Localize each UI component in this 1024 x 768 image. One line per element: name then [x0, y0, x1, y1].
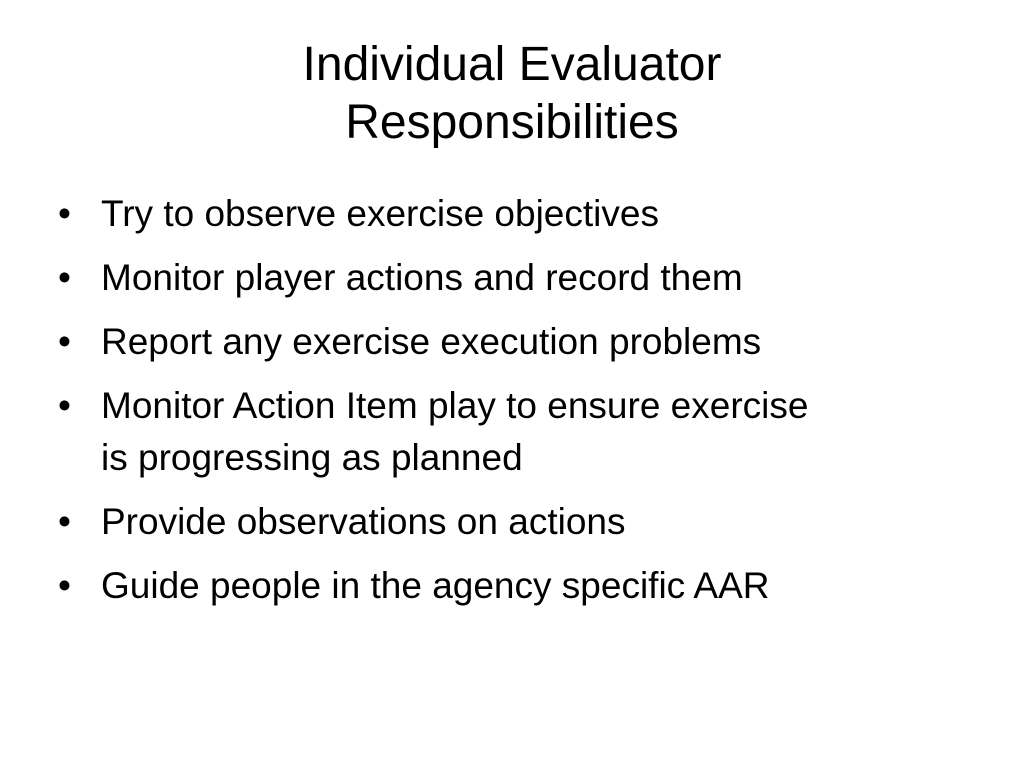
bullet-item: [58, 188, 958, 240]
slide-title-line-2: Responsibilities: [345, 96, 679, 149]
bullet-dot-icon: •: [58, 385, 71, 426]
bullet-item: [58, 316, 958, 368]
slide-title-line-1: Individual Evaluator: [302, 38, 722, 91]
bullet-dot-icon: •: [58, 565, 71, 606]
bullet-dot-icon: •: [58, 257, 71, 298]
bullet-text: Try to observe exercise objectives: [101, 193, 659, 234]
bullet-item: [58, 380, 958, 484]
bullet-text: Monitor player actions and record them: [101, 257, 743, 298]
bullet-item: [58, 496, 958, 548]
bullet-text: Report any exercise execution problems: [101, 321, 762, 362]
bullet-dot-icon: •: [58, 501, 71, 542]
bullet-text: Provide observations on actions: [101, 501, 626, 542]
bullet-list: [58, 188, 958, 624]
bullet-item: [58, 252, 958, 304]
slide-title: [0, 36, 1024, 152]
bullet-item: [58, 560, 958, 612]
bullet-text: Monitor Action Item play to ensure exercise is progressing as planned: [101, 385, 809, 478]
bullet-dot-icon: •: [58, 321, 71, 362]
bullet-dot-icon: •: [58, 193, 71, 234]
bullet-text: Guide people in the agency specific AAR: [101, 565, 770, 606]
